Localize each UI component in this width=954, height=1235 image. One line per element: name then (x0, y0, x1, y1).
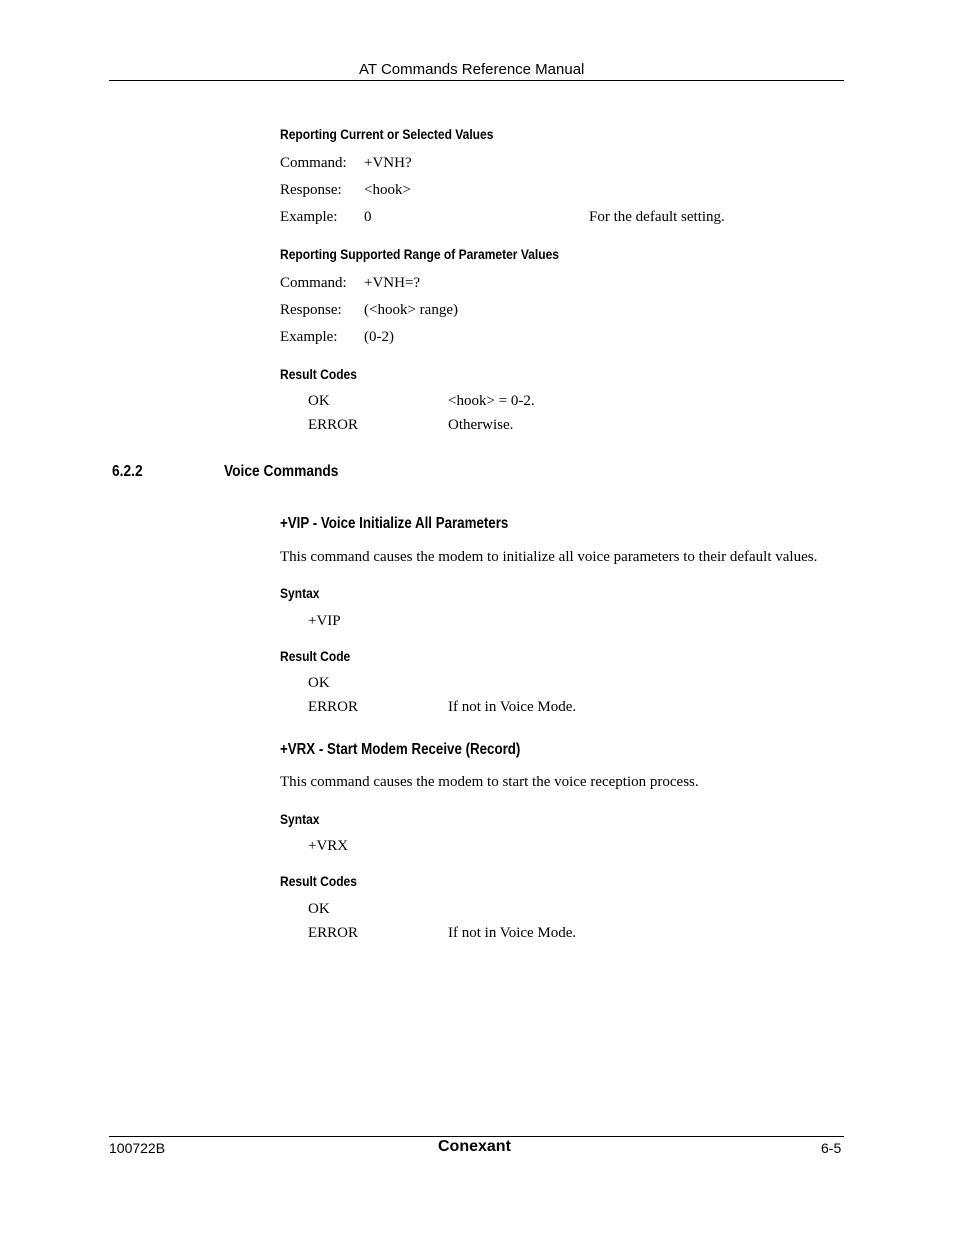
footer-rule (109, 1136, 844, 1137)
result-code: OK (308, 675, 330, 691)
heading-result-code: Result Code (280, 648, 351, 664)
page-header-title: AT Commands Reference Manual (359, 61, 585, 78)
result-code-desc: <hook> = 0-2. (448, 393, 535, 409)
example-value: (0-2) (364, 329, 394, 345)
heading-reporting-current: Reporting Current or Selected Values (280, 126, 494, 142)
heading-vip: +VIP - Voice Initialize All Parameters (280, 515, 509, 532)
syntax-value: +VIP (308, 613, 341, 629)
vrx-description: This command causes the modem to start the voice reception process. (280, 774, 699, 790)
header-rule (109, 80, 844, 81)
result-code: ERROR (308, 417, 359, 433)
footer-doc-number: 100722B (109, 1140, 166, 1156)
result-code-desc: Otherwise. (448, 417, 514, 433)
result-code-desc: If not in Voice Mode. (448, 925, 577, 941)
heading-result-codes: Result Codes (280, 873, 357, 889)
command-label: Command: (280, 275, 347, 291)
response-value: (<hook> range) (364, 302, 458, 318)
heading-reporting-range: Reporting Supported Range of Parameter Values (280, 246, 559, 262)
heading-syntax: Syntax (280, 811, 320, 827)
response-label: Response: (280, 182, 342, 198)
example-note: For the default setting. (589, 209, 725, 225)
syntax-value: +VRX (308, 838, 349, 854)
example-label: Example: (280, 209, 338, 225)
result-code: ERROR (308, 699, 359, 715)
result-code-desc: If not in Voice Mode. (448, 699, 577, 715)
footer-page-number: 6-5 (821, 1140, 842, 1156)
command-value: +VNH=? (364, 275, 421, 291)
result-code: ERROR (308, 925, 359, 941)
section-number: 6.2.2 (112, 463, 143, 480)
heading-syntax: Syntax (280, 585, 320, 601)
result-code: OK (308, 393, 330, 409)
heading-vrx: +VRX - Start Modem Receive (Record) (280, 741, 521, 758)
response-label: Response: (280, 302, 342, 318)
result-code: OK (308, 901, 330, 917)
example-value: 0 (364, 209, 372, 225)
response-value: <hook> (364, 182, 411, 198)
heading-result-codes: Result Codes (280, 366, 357, 382)
command-value: +VNH? (364, 155, 412, 171)
section-title: Voice Commands (224, 463, 339, 480)
vip-description: This command causes the modem to initialize all voice parameters to their default values. (280, 549, 818, 565)
footer-company: Conexant (438, 1138, 511, 1155)
example-label: Example: (280, 329, 338, 345)
command-label: Command: (280, 155, 347, 171)
